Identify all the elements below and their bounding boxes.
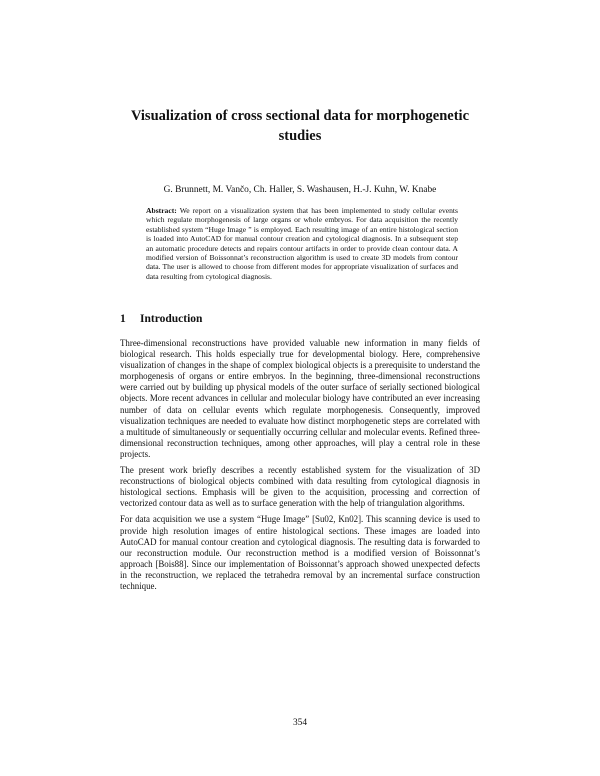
body-paragraph: For data acquisition we use a system “Huge Image” [Su02, Kn02]. This scanning device is used to provide high resolution images of entire histological sections. These images are loaded into AutoCAD for manual contour creation and cytological diagnosis. The resulting data is forwarded to our reconstruction module. Our reconstruction method is a modified version of Boissonnat’s approach [Bois88]. Since our implementation of Boissonnat’s approach showed unexpected defects in the reconstruction, we replaced the tetrahedra removal by an incremental surface construction technique. [120, 514, 480, 591]
page-number: 354 [292, 718, 308, 728]
body-paragraph: Three-dimensional reconstructions have provided valuable new information in many fields of biological research. This holds especially true for developmental biology. Here, comprehensive visualization of changes in the shape of complex biological objects is a prerequisite to understand the morphogenesis of organs or entire embryos. In the beginning, three-dimensional reconstructions were carried out by building up physical models of the outer surface of serially sectioned biological objects. More recent advances in cellular and molecular biology have contributed an ever increasing number of data on cellular events which regulate morphogenesis. Consequently, improved visualization techniques are needed to evaluate how distinct morphogenetic steps are correlated with a multitude of simultaneously or sequentially occurring cellular and molecular events. Refined three-dimensional reconstruction techniques, among other approaches, will play a central role in these projects. [120, 338, 480, 459]
section-heading [120, 312, 202, 326]
paper-title: Visualization of cross sectional data for morphogenetic studies [130, 108, 470, 144]
abstract-label: Abstract: [146, 206, 177, 215]
abstract [146, 206, 458, 281]
author-list: G. Brunnett, M. Vančo, Ch. Haller, S. Washausen, H.-J. Kuhn, W. Knabe [163, 185, 437, 195]
abstract-text: We report on a visualization system that has been implemented to study cellular events which regulate morphogenesis of large organs or whole embryos. For data acquisition the recently established system “Huge Image ” is employed. Each resulting image of an entire histological section is loaded into AutoCAD for manual contour creation and cytological diagnosis. In a subsequent step an automatic procedure detects and repairs contour artifacts in order to provide clean contour data. A modified version of Boissonnat’s reconstruction algorithm is used to create 3D models from contour data. The user is allowed to choose from different modes for appropriate visualization of surfaces and data resulting from cytological diagnosis. [146, 206, 458, 281]
section-body [120, 338, 480, 597]
body-paragraph: The present work briefly describes a recently established system for the visualization of 3D reconstructions of biological objects combined with data resulting from cytological diagnosis in histological sections. Emphasis will be given to the acquisition, processing and correction of vectorized contour data as well as to surface generation with the help of triangulation algorithms. [120, 465, 480, 509]
section-number: 1 [120, 313, 126, 325]
section-title: Introduction [140, 313, 203, 325]
